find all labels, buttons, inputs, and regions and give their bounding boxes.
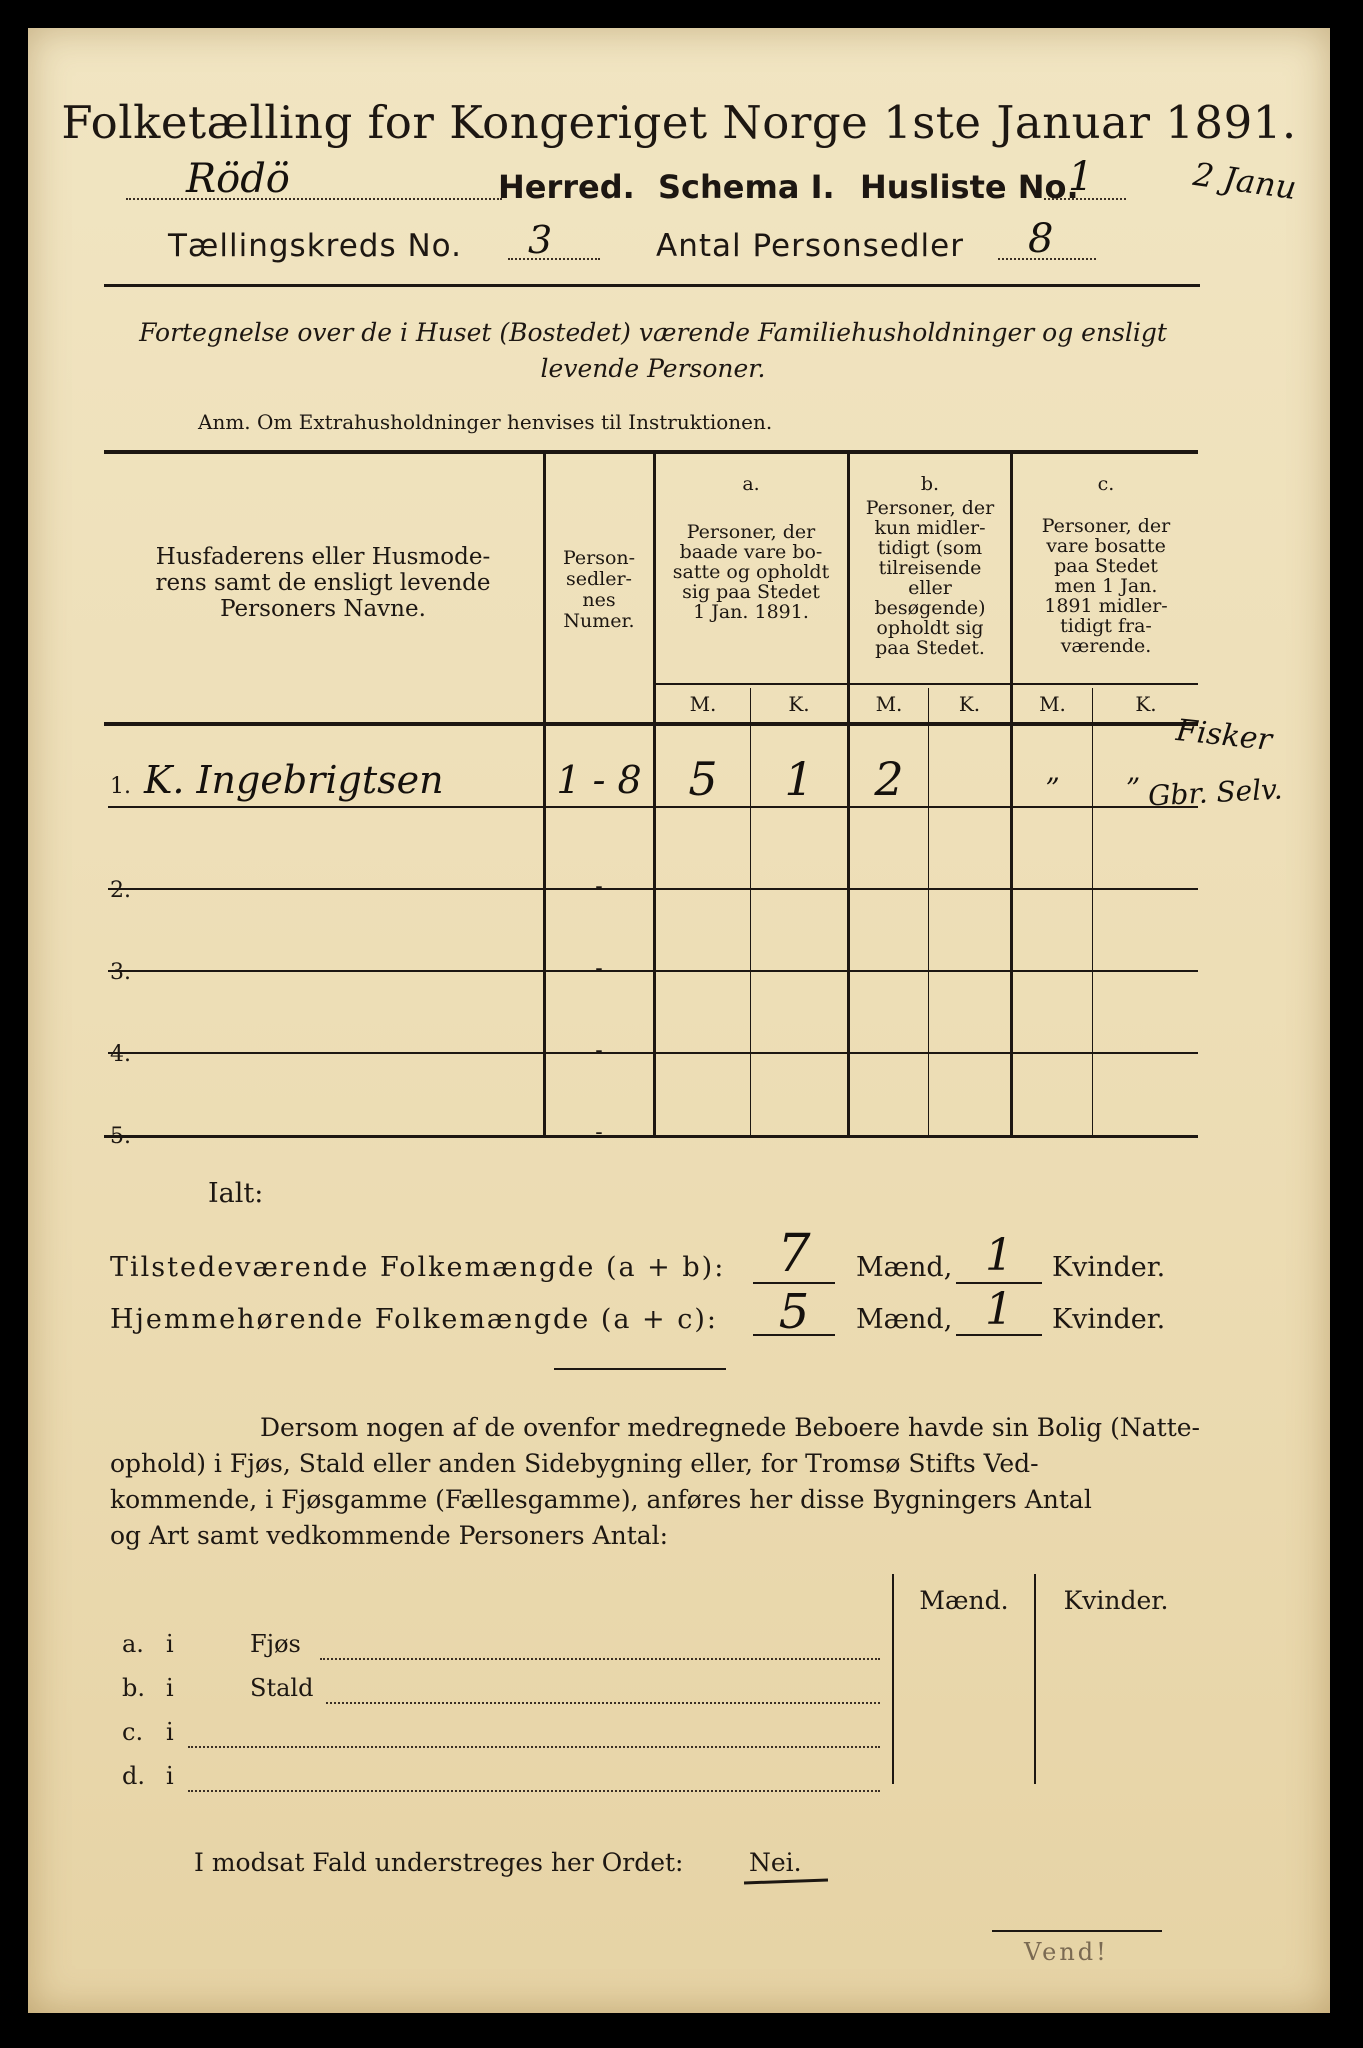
col-divider-ck xyxy=(1092,688,1093,1137)
col-a-header: Personer, der baade vare bo- satte og opholdt sig paa Stedet 1 Jan. 1891. xyxy=(672,521,830,623)
hjem-m: 5 xyxy=(778,1284,810,1340)
c-k-label: K. xyxy=(1135,692,1157,716)
building-d-i: i xyxy=(166,1762,174,1790)
row-3-num: - xyxy=(595,956,603,981)
row-1-ck: ” xyxy=(1125,772,1141,805)
building-a-dots xyxy=(320,1658,880,1660)
row-1-bm: 2 xyxy=(874,752,904,806)
schema-label: Schema I. xyxy=(658,168,835,206)
margin-note-status: Gbr. Selv. xyxy=(1147,772,1284,813)
ialt-label: Ialt: xyxy=(208,1178,264,1209)
header-rule xyxy=(104,284,1200,287)
form-title: Folketælling for Kongeriget Norge 1ste Januar 1891. xyxy=(61,96,1297,149)
tilst-maend: Mænd, xyxy=(856,1252,953,1283)
col-num-header: Person- sedler- nes Numer. xyxy=(562,547,636,632)
table-top-rule xyxy=(104,450,1198,454)
hjem-maend: Mænd, xyxy=(856,1304,953,1335)
building-d-dots xyxy=(188,1790,880,1792)
row-line-1 xyxy=(108,806,1198,808)
kreds-value: 3 xyxy=(528,218,553,262)
kreds-label: Tællingskreds No. xyxy=(168,228,462,264)
building-c-dots xyxy=(188,1746,880,1748)
census-form-page xyxy=(28,28,1330,2013)
building-b-label: Stald xyxy=(250,1674,314,1702)
herred-label: Herred. xyxy=(498,168,635,206)
hjem-kvinder: Kvinder. xyxy=(1052,1304,1166,1335)
row-1-cm: ” xyxy=(1045,772,1060,805)
row-2-no: 2. xyxy=(110,878,131,903)
b-m-label: M. xyxy=(875,692,903,716)
row-4-num: - xyxy=(595,1038,603,1063)
tilst-k: 1 xyxy=(985,1230,1013,1281)
antal-value: 8 xyxy=(1028,216,1054,262)
building-a-label: Fjøs xyxy=(250,1630,301,1658)
date-note: 2 Janu xyxy=(1190,154,1299,208)
row-5-num: - xyxy=(595,1120,603,1145)
section-divider xyxy=(554,1368,726,1370)
building-d-letter: d. xyxy=(122,1762,145,1790)
col-c-header: Personer, der vare bosatte paa Stedet men 1 Jan. 1891 midler- tidigt fra- værende. xyxy=(1041,515,1171,657)
row-1-num: 1 - 8 xyxy=(556,758,642,802)
c-m-label: M. xyxy=(1039,692,1066,716)
buildings-paragraph: Dersom nogen af de ovenfor medregnede Beboere havde sin Bolig (Natte- ophold) i Fjøs, Stald eller anden Sidebygning eller, for Tromsø Stifts Ved- kommende, i Fjøsgamme (Fællesgamme), anføres her disse Bygningers Antal og Art samt vedkommende Personers Antal: xyxy=(110,1413,1200,1550)
hjem-k: 1 xyxy=(985,1284,1013,1335)
vend-rule xyxy=(992,1930,1162,1932)
tilst-m: 7 xyxy=(777,1224,811,1284)
a-m-label: M. xyxy=(689,692,717,716)
b-k-label: K. xyxy=(958,692,981,716)
row-1-name: K. Ingebrigtsen xyxy=(144,758,444,802)
row-line-3 xyxy=(108,970,1198,972)
tilst-label: Tilstedeværende Folkemængde (a + b): xyxy=(110,1252,726,1283)
col-c-letter: c. xyxy=(1097,473,1115,495)
mk-rule xyxy=(655,683,1198,685)
margin-note-occupation: Fisker xyxy=(1174,713,1274,758)
row-line-4 xyxy=(108,1052,1198,1054)
row-3-no: 3. xyxy=(110,960,131,985)
herred-dotline xyxy=(126,198,502,200)
row-1-ak: 1 xyxy=(784,752,814,806)
herred-value: Rödö xyxy=(186,156,290,202)
nei-word: Nei. xyxy=(749,1848,802,1877)
building-b-dots xyxy=(326,1702,880,1704)
col-name-header: Husfaderens eller Husmode- rens samt de ensligt levende Personers Navne. xyxy=(155,544,491,622)
intro-line1: Fortegnelse over de i Huset (Bostedet) værende Familiehusholdninger og ensligt xyxy=(139,318,1167,347)
building-c-letter: c. xyxy=(122,1718,144,1746)
nei-underline xyxy=(744,1879,828,1885)
anm-note: Anm. Om Extrahusholdninger henvises til Instruktionen. xyxy=(198,410,773,434)
a-k-label: K. xyxy=(788,692,810,716)
row-2-num: - xyxy=(595,874,603,899)
col-a-letter: a. xyxy=(742,473,760,495)
nei-prefix: I modsat Fald understreges her Ordet: xyxy=(194,1848,684,1877)
husliste-value: 1 xyxy=(1068,154,1094,200)
building-a-letter: a. xyxy=(122,1630,144,1658)
buildings-maend-head: Mænd. xyxy=(919,1586,1009,1615)
building-b-i: i xyxy=(166,1674,174,1702)
hjem-label: Hjemmehørende Folkemængde (a + c): xyxy=(110,1304,718,1335)
row-1-am: 5 xyxy=(688,752,718,806)
husliste-label: Husliste No. xyxy=(860,168,1079,206)
kreds-dotline xyxy=(508,258,600,260)
building-c-i: i xyxy=(166,1718,174,1746)
antal-label: Antal Personsedler xyxy=(656,228,964,264)
row-4-no: 4. xyxy=(110,1042,131,1067)
table-header-rule xyxy=(104,722,1198,726)
intro-line2: levende Personer. xyxy=(540,354,766,383)
tilst-kvinder: Kvinder. xyxy=(1052,1252,1166,1283)
row-5-no: 5. xyxy=(110,1124,131,1149)
building-a-i: i xyxy=(166,1630,174,1658)
buildings-kvinder-head: Kvinder. xyxy=(1063,1586,1169,1615)
row-1-no: 1. xyxy=(110,774,131,799)
col-b-letter: b. xyxy=(920,473,940,495)
col-b-header: Personer, der kun midler- tidigt (som tilreisende eller besøgende) opholdt sig paa Stedet. xyxy=(865,497,995,659)
row-line-2 xyxy=(108,888,1198,890)
building-b-letter: b. xyxy=(122,1674,145,1702)
col-divider-bk xyxy=(928,688,929,1137)
vend-note: Vend! xyxy=(1024,1938,1109,1966)
